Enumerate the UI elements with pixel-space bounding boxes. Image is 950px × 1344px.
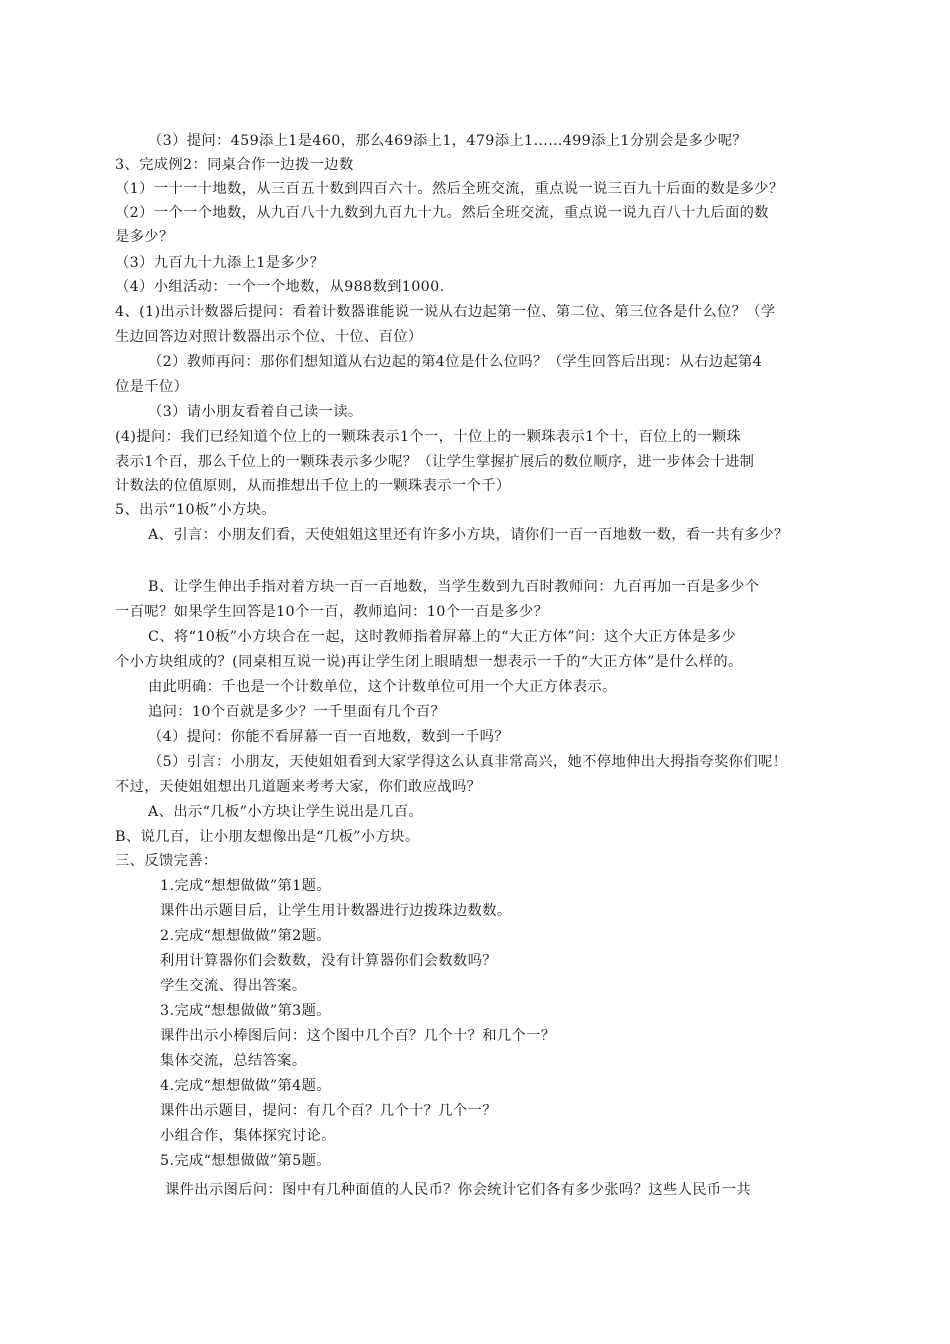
text-line: （3）请小朋友看着自己读一读。 xyxy=(148,404,363,420)
text-line: 个小方块组成的？(同桌相互说一说)再让学生闭上眼睛想一想表示一千的“大正方体”是什么样的。 xyxy=(115,654,743,670)
text-line: （4）提问：你能不看屏幕一百一百地数，数到一千吗？ xyxy=(148,729,509,745)
text-line: B、说几百，让小朋友想像出是“几板”小方块。 xyxy=(115,829,420,845)
text-line: 集体交流，总结答案。 xyxy=(160,1053,307,1069)
text-line: 是多少？ xyxy=(115,229,174,245)
text-line: 利用计算器你们会数数，没有计算器你们会数数吗？ xyxy=(160,953,497,969)
text-line: （1）一十一十地数，从三百五十数到四百六十。然后全班交流，重点说一说三百九十后面的数是多少？ xyxy=(115,181,784,197)
text-line: （3）提问：459添上1是460，那么469添上1，479添上1……499添上1分别会是多少呢？ xyxy=(148,133,748,149)
text-line: （4）小组活动：一个一个地数，从988数到1000. xyxy=(115,279,445,295)
text-line: 课件出示题目后，让学生用计数器进行边拨珠边数数。 xyxy=(160,903,512,919)
text-line: （3）九百九十九添上1是多少？ xyxy=(115,255,325,271)
exercise-item: 4.完成“想想做做”第4题。 xyxy=(160,1078,331,1094)
text-line: 学生交流、得出答案。 xyxy=(160,978,307,994)
text-line: 位是千位） xyxy=(115,379,189,395)
text-line: 表示1个百，那么千位上的一颗珠表示多少呢？（让学生掌握扩展后的数位顺序，进一步体会十进制 xyxy=(115,454,755,470)
text-line: A、出示“几板”小方块让学生说出是几百。 xyxy=(148,804,423,820)
text-line: 计数法的位值原则，从而推想出千位上的一颗珠表示一个千） xyxy=(115,478,511,494)
text-line: B、让学生伸出手指对着方块一百一百地数，当学生数到九百时教师问：九百再加一百是多少个 xyxy=(148,579,760,595)
text-line: C、将“10板”小方块合在一起，这时教师指着屏幕上的“大正方体”问：这个大正方体是多少 xyxy=(148,629,737,645)
section-heading: 3、完成例2：同桌合作一边拨一边数 xyxy=(115,157,354,173)
section-heading: 4、(1)出示计数器后提问：看着计数器谁能说一说从右边起第一位、第二位、第三位各是什么位？（学 xyxy=(115,304,776,320)
text-line: 由此明确：千也是一个计数单位，这个计数单位可用一个大正方体表示。 xyxy=(148,679,617,695)
text-line: 不过，天使姐姐想出几道题来考考大家，你们敢应战吗？ xyxy=(115,779,482,795)
text-line: （2）一个一个地数，从九百八十九数到九百九十九。然后全班交流，重点说一说九百八十九后面的数 xyxy=(115,205,769,221)
exercise-item: 5.完成“想想做做”第5题。 xyxy=(160,1153,331,1169)
text-line: 一百呢？如果学生回答是10个一百，教师追问：10个一百是多少？ xyxy=(115,604,549,620)
text-line: A、引言：小朋友们看，天使姐姐这里还有许多小方块，请你们一百一百地数一数，看一共有多少？ xyxy=(148,527,789,543)
text-line: 生边回答边对照计数器出示个位、十位、百位） xyxy=(115,329,423,345)
text-line: 课件出示题目，提问：有几个百？几个十？几个一？ xyxy=(160,1103,497,1119)
text-line: 小组合作，集体探究讨论。 xyxy=(160,1128,336,1144)
section-heading: 三、反馈完善： xyxy=(115,853,218,869)
text-line: 课件出示小棒图后问：这个图中几个百？几个十？和几个一？ xyxy=(160,1028,556,1044)
text-line: 课件出示图后问：图中有几种面值的人民币？你会统计它们各有多少张吗？这些人民币一共 xyxy=(165,1182,751,1198)
exercise-item: 1.完成“想想做做”第1题。 xyxy=(160,878,331,894)
section-heading: 5、出示“10板”小方块。 xyxy=(115,502,276,518)
exercise-item: 3.完成“想想做做”第3题。 xyxy=(160,1003,331,1019)
exercise-item: 2.完成“想想做做”第2题。 xyxy=(160,928,331,944)
text-line: （5）引言：小朋友，天使姐姐看到大家学得这么认真非常高兴，她不停地伸出大拇指夸奖你们呢！ xyxy=(148,754,788,770)
text-line: （2）教师再问：那你们想知道从右边起的第4位是什么位吗？（学生回答后出现：从右边起第4 xyxy=(148,354,763,370)
text-line: 追问：10个百就是多少？一千里面有几个百？ xyxy=(148,704,446,720)
text-line: (4)提问：我们已经知道个位上的一颗珠表示1个一，十位上的一颗珠表示1个十，百位上的一颗珠 xyxy=(115,429,742,445)
